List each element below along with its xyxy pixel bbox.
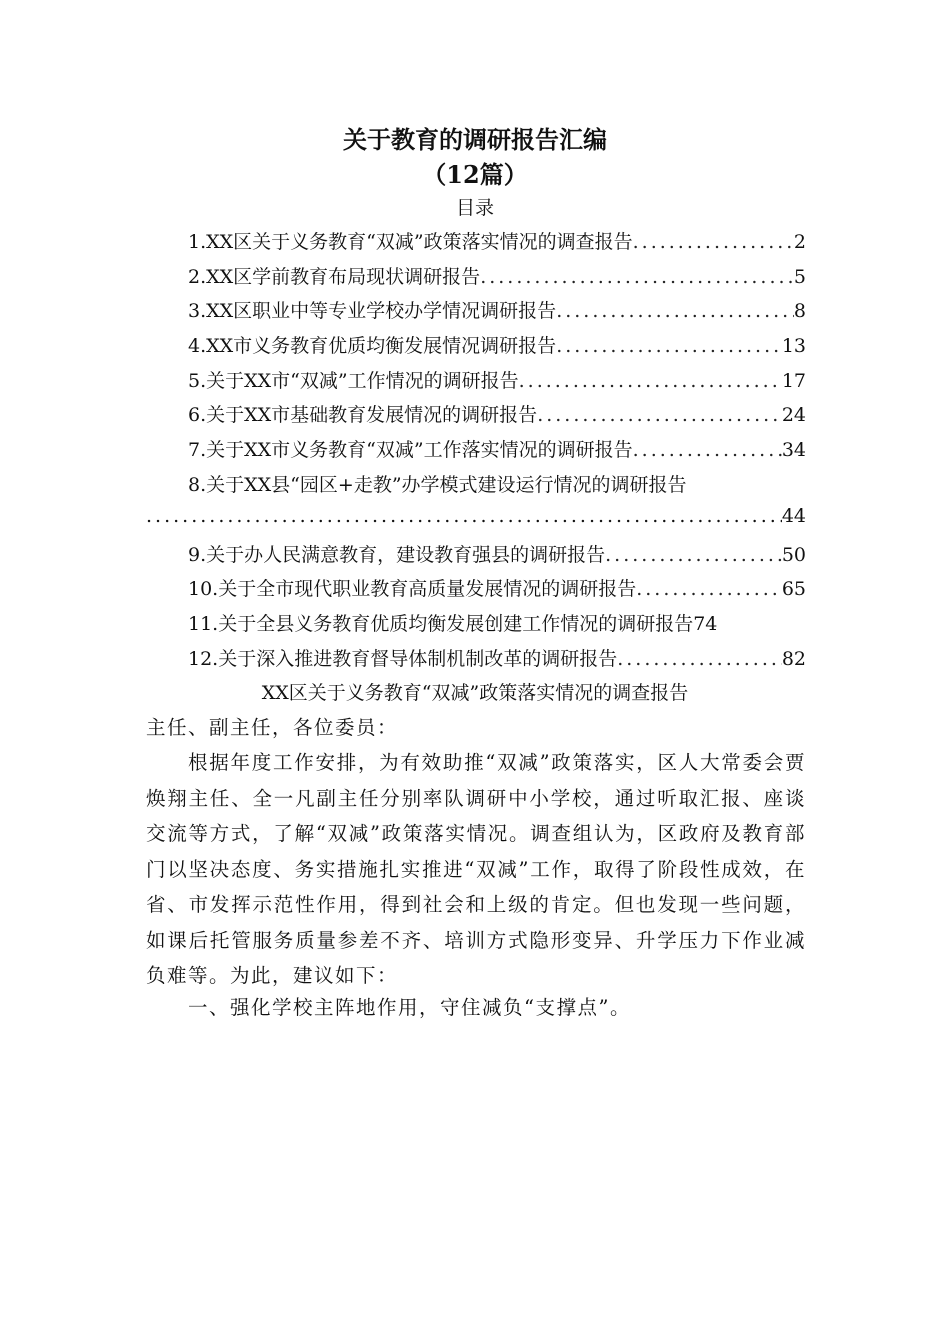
article-title: XX区关于义务教育“双减”政策落实情况的调查报告	[261, 682, 689, 704]
toc-entry-3[interactable]	[188, 296, 806, 326]
toc-entry-1[interactable]	[188, 227, 806, 257]
toc-entry-5[interactable]	[188, 366, 806, 396]
toc-leader	[617, 648, 782, 670]
toc-entry-10[interactable]	[188, 574, 806, 604]
toc-entry-11[interactable]	[188, 609, 806, 639]
toc-entry-9[interactable]	[188, 540, 806, 570]
toc-entry-text: 11.关于全县义务教育优质均衡发展创建工作情况的调研报告	[188, 613, 694, 635]
article-section-heading: 一、强化学校主阵地作用，守住减负“支撑点”。	[188, 996, 631, 1019]
toc-entry-page: 44	[781, 505, 806, 527]
toc-leader	[633, 231, 794, 253]
toc-entry-12[interactable]	[188, 644, 806, 674]
toc-entry-2[interactable]	[188, 262, 806, 292]
toc-entry-page: 5	[793, 266, 806, 288]
toc-entry-text: 7.关于XX市义务教育“双减”工作落实情况的调研报告	[188, 439, 633, 461]
toc-entry-page: 82	[781, 648, 806, 670]
toc-entry-page: 50	[781, 544, 806, 566]
toc-entry-page: 34	[781, 439, 806, 461]
toc-entry-text: 6.关于XX市基础教育发展情况的调研报告	[188, 404, 538, 426]
toc-entry-8-continuation[interactable]	[146, 505, 806, 535]
document-subtitle: （12篇）	[422, 160, 528, 189]
toc-entry-page: 65	[781, 578, 806, 600]
toc-entry-text: 8.关于XX县“园区+走教”办学模式建设运行情况的调研报告	[188, 474, 687, 496]
toc-entry-8[interactable]	[188, 470, 806, 500]
article-paragraph: 根据年度工作安排，为有效助推“双减”政策落实，区人大常委会贾焕翔主任、全一凡副主任分别率队调研中小学校，通过听取汇报、座谈交流等方式，了解“双减”政策落实情况。调查组认为，区政府及教育部门以坚决态度、务实措施扎实推进“双减”工作，取得了阶段性成效，在省、市发挥示范性作用，得到社会和上级的肯定。但也发现一些问题，如课后托管服务质量参差不齐、培训方式隐形变异、升学压力下作业减负难等。为此，建议如下：	[146, 751, 806, 987]
toc-entry-text: 12.关于深入推进教育督导体制机制改革的调研报告	[188, 648, 618, 670]
toc-entry-page: 2	[793, 231, 806, 253]
toc-entry-page: 74	[693, 613, 718, 635]
toc-heading: 目录	[455, 197, 494, 219]
toc-entry-4[interactable]	[188, 331, 806, 361]
toc-leader	[146, 505, 782, 527]
toc-entry-text: 3.XX区职业中等专业学校办学情况调研报告	[188, 300, 557, 322]
document-title: 关于教育的调研报告汇编	[343, 125, 607, 154]
toc-entry-text: 5.关于XX市“双减”工作情况的调研报告	[188, 370, 519, 392]
toc-leader	[537, 404, 782, 426]
toc-entry-text: 4.XX市义务教育优质均衡发展情况调研报告	[188, 335, 557, 357]
toc-leader	[633, 439, 782, 461]
toc-leader	[480, 266, 794, 288]
toc-entry-6[interactable]	[188, 400, 806, 430]
toc-leader	[556, 335, 782, 357]
toc-leader	[605, 544, 782, 566]
toc-entry-text: 9.关于办人民满意教育，建设教育强县的调研报告	[188, 544, 606, 566]
toc-leader	[636, 578, 782, 600]
toc-entry-text: 1.XX区关于义务教育“双减”政策落实情况的调查报告	[188, 231, 633, 253]
toc-entry-7[interactable]	[188, 435, 806, 465]
toc-entry-page: 24	[781, 404, 806, 426]
toc-leader	[519, 370, 782, 392]
article-salutation: 主任、副主任，各位委员：	[146, 716, 399, 739]
toc-leader	[556, 300, 794, 322]
toc-entry-text: 10.关于全市现代职业教育高质量发展情况的调研报告	[188, 578, 637, 600]
toc-entry-page: 8	[793, 300, 806, 322]
toc-entry-page: 17	[781, 370, 806, 392]
toc-entry-page: 13	[781, 335, 806, 357]
toc-entry-text: 2.XX区学前教育布局现状调研报告	[188, 266, 481, 288]
